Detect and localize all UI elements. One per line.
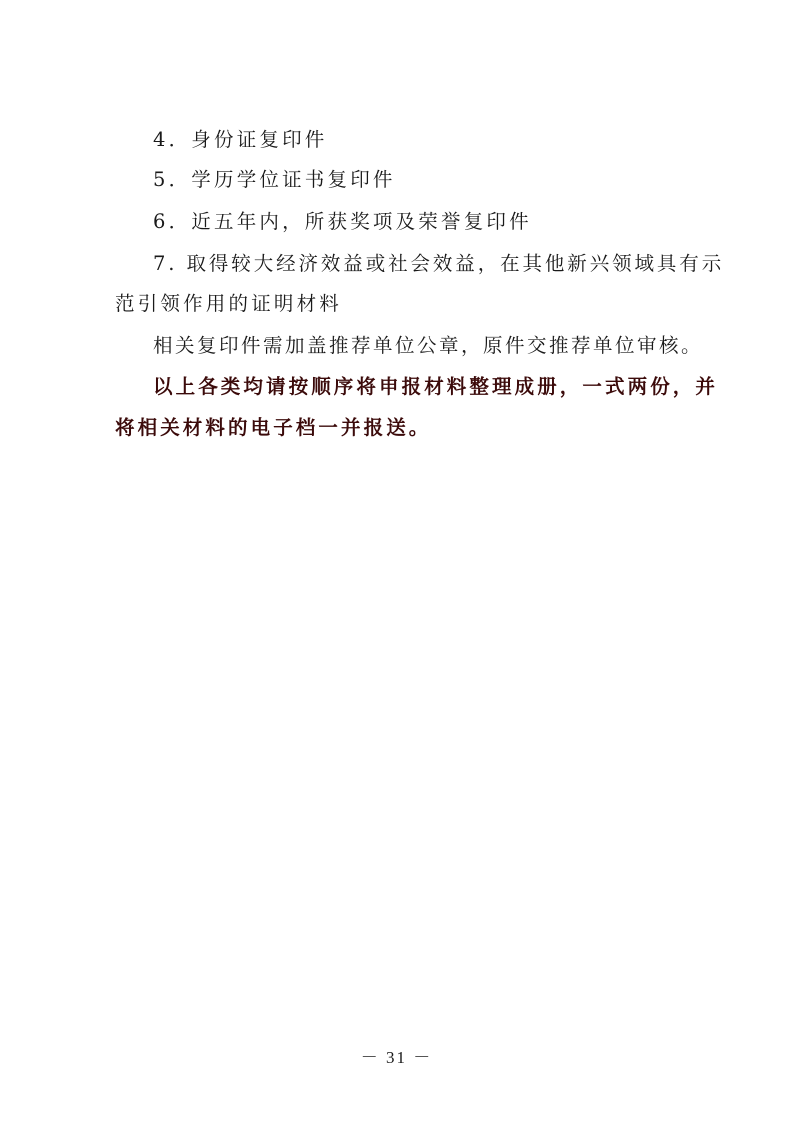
list-item-7-line-1: 7. 取得较大经济效益或社会效益，在其他新兴领域具有示 xyxy=(153,252,725,275)
note-paragraph: 相关复印件需加盖推荐单位公章，原件交推荐单位审核。 xyxy=(153,334,704,357)
list-item-4: 4．身份证复印件 xyxy=(153,128,328,151)
page-number: － 31 － xyxy=(360,1048,433,1067)
list-item-5: 5．学历学位证书复印件 xyxy=(153,168,396,191)
bold-instruction-line-2: 将相关材料的电子档一并报送。 xyxy=(115,416,432,439)
list-item-6: 6．近五年内，所获奖项及荣誉复印件 xyxy=(153,210,532,233)
list-item-7-line-2: 范引领作用的证明材料 xyxy=(115,292,343,315)
bold-instruction-line-1: 以上各类均请按顺序将申报材料整理成册，一式两份，并 xyxy=(153,375,719,398)
